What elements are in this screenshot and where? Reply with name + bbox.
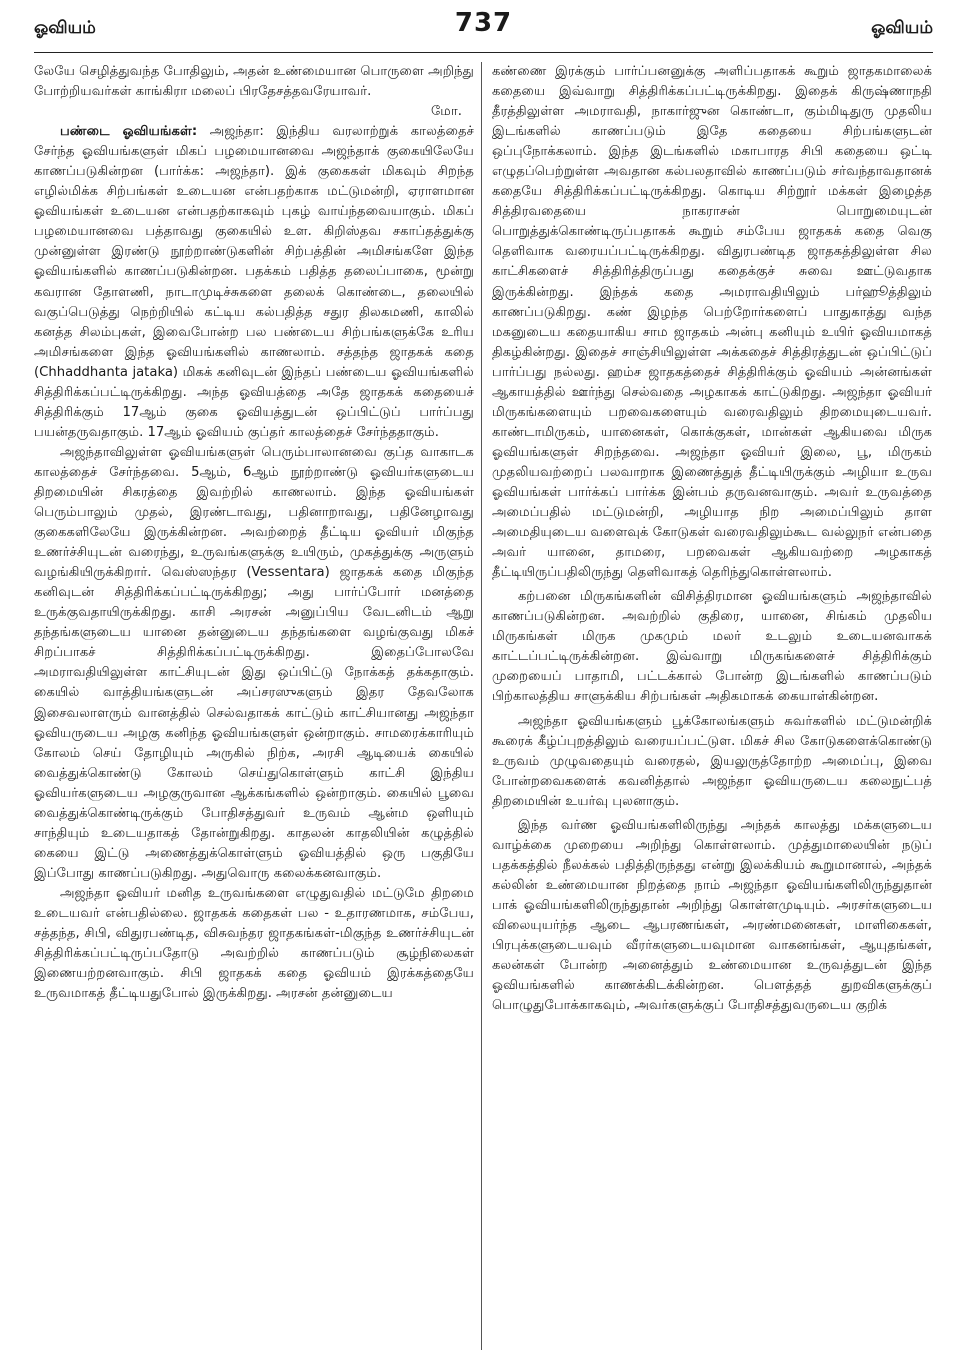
left-column [34, 62, 474, 1004]
paragraph: இந்த வர்ண ஓவியங்களிலிருந்து அந்தக் காலத்து மக்களுடைய வாழ்க்கை முறையை அறிந்து கொள்ளலாம். முத்துமாலையின் நடுப் பதக்கத்தில் நீலக்கல் பதித்திருந்தது என்று இலக்கியம் கூறுமானால், அந்தக் கல்லின் உண்மையான நிறத்தை நாம் அஜந்தா ஓவியங்களிலிருந்துதான் பாக் ஓவியங்களிலிருந்துதான் அறிந்து கொள்ளமுடியும். அரசர்களுடைய விலையுயர்ந்த ஆடை ஆபரணங்கள், அரண்மனைகள், மாளிகைகள், பிரபுக்களுடையவும் வீரர்களுடையவுமான வாகனங்கள், ஆயுதங்கள், கலன்கள் போன்ற அனைத்தும் உண்மையான உருவத்துடன் இந்த ஓவியங்களில் காணக்கிடக்கின்றன. பௌத்தத் துறவிகளுக்குப் பொழுதுபோக்காகவும், அவர்களுக்குப் போதிசத்துவருடைய குறிக் [492, 817, 932, 1014]
page-number: 737 [454, 8, 513, 38]
paragraph: கற்பனை மிருகங்களின் விசித்திரமான ஓவியங்களும் அஜந்தாவில் காணப்படுகின்றன. அவற்றில் குதிரை, யானை, சிங்கம் முதலிய மிருகங்கள் மிருக முகமும் மலர் உடலும் உடையனவாகக் காட்டப்பட்டிருக்கின்றன. இவ்வாறு மிருகங்களைச் சித்திரிக்கும் முறையைப் பாதாமி, பட்டக்கால் போன்ற இடங்களில் காணப்படும் பிற்காலத்திய சாளுக்கிய சிற்பங்கள் அதிகமாகக் கையாள்கின்றன. [492, 589, 932, 705]
section-paragraph [34, 122, 474, 443]
paragraph: கண்ணை இரக்கும் பார்ப்பனனுக்கு அளிப்பதாகக் கூறும் ஜாதகமாலைக் கதையை இவ்வாறு சித்திரிக்கப்பட்டிருக்கிறது. இதைக் கிருஷ்ணாநதி தீரத்திலுள்ள அமராவதி, நாகார்ஜுன கொண்டா, கும்மிடிதுரு முதலிய இடங்களில் காணப்படும் இதே கதையை சிற்பங்களுடன் ஒப்புநோக்கலாம். இந்த இடங்களில் மகாபாரத சிபி கதையை ஒட்டி எழுதப்பெற்றுள்ள அவதான கல்பலதாவில் காணப்படும் சர்வந்தாவதானக் கதையே சித்திரிக்கப்பட்டிருக்கிறது. கொடிய சிற்றூர் மக்கள் இழைத்த சித்திரவதையை நாகராசன் பொறுமையுடன் பொறுத்துக்கொண்டிருப்பதாகக் கூறும் சம்பேய ஜாதகக் கதை வெகு தெளிவாக வரையப்பட்டிருக்கிறது. விதுரபண்டித ஜாதகத்திலுள்ள சில காட்சிகளைச் சித்திரித்திருப்பது கதைக்குச் சுவை ஊட்டுவதாக இருக்கின்றது. இந்தக் கதை அமராவதியிலும் பர்ஹூத்திலும் காணப்படுகிறது. கண் இழந்த பெற்றோர்களைப் பாதுகாத்து வந்த மகனுடைய கதையாகிய சாம ஜாதகம் அன்பு கனியும் உயிர் ஓவியமாகத் திகழ்கின்றது. இதைச் சாஞ்சியிலுள்ள அக்கதைச் சித்திரத்துடன் ஒப்பிட்டுப் பார்ப்பது நல்லது. ஹம்ச ஜாதகத்தைச் சித்திரிக்கும் ஓவியம் அன்னங்கள் ஆகாயத்தில் ஊர்ந்து செல்வதை அழகாகக் காட்டுகிறது. அஜந்தா ஓவியர் மிருகங்களையும் பறவைகளையும் வரைவதிலும் திறமையுடையவர். காண்டாமிருகம், யானைகள், கொக்குகள், மான்கள் ஆகியவை மிருக ஓவியங்களுள் சிறந்தவை. அஜந்தா ஓவியர் இலை, பூ, மிருகம் முதலியவற்றைப் பலவாறாக இணைத்துத் தீட்டியிருக்கும் அழியா உருவ ஓவியங்கள் பார்க்கப் பார்க்க இன்பம் தருவனவாகும். அவர் உருவத்தை அமைப்பதில் மட்டுமன்றி, அழியாத நிற அமைப்பிலும் தாள அமைதியுடைய வளைவுக் கோடுகள் வரைவதிலும்கூட வல்லுநர் என்பதை அவர் யானை, தாமரை, பறவைகள் ஆகியவற்றை அழகாகத் தீட்டியிருப்பதிலிருந்து தெளிவாகத் தெரிந்துகொள்ளலாம். [492, 64, 932, 581]
column-divider [481, 62, 482, 1350]
author-initials: மோ. [430, 104, 462, 120]
paragraph: அஜந்தா ஓவியர் மனித உருவங்களை எழுதுவதில் மட்டுமே திறமை உடையவர் என்பதில்லை. ஜாதகக் கதைகள் பல - உதாரணமாக, சம்பேய, சத்தந்த, சிபி, விதுரபண்டித, விசுவந்தர ஜாதகங்கள்-மிகுந்த உணர்ச்சியுடன் சித்திரிக்கப்பட்டிருப்பதோடு அவற்றில் காணப்படும் சூழ்நிலைகள் இணையற்றனவாகும். சிபி ஜாதகக் கதை ஓவியம் இரக்கத்தையே உருவமாகத் தீட்டியதுபோல் இருக்கிறது. அரசன் தன்னுடைய [34, 885, 474, 1002]
paragraph: அஜந்தா ஓவியங்களும் பூக்கோலங்களும் சுவர்களில் மட்டுமன்றிக் கூரைக் கீழ்ப்புறத்திலும் வரையப்பட்டுள. மிகச் சில கோடுகளைக்கொண்டு உருவம் முழுவதையும் வரைதல், இயலுருத்தோற்ற அமைப்பு, இவை போன்றவைகளைக் கவனித்தால் அஜந்தா ஓவியருடைய கலைநுட்பத் திறமையின் உயர்வு புலனாகும். [492, 713, 932, 809]
paragraph: லேயே செழித்துவந்த போதிலும், அதன் உண்மையான பொருளை அறிந்து போற்றியவர்கள் காங்கிரா மலைப் பிரதேசத்தவரேயாவர். [34, 64, 474, 100]
running-head-left: ஓவியம் [34, 18, 96, 38]
paragraph: அஜந்தாவிலுள்ள ஓவியங்களுள் பெரும்பாலானவை குப்த வாகாடக காலத்தைச் சேர்ந்தவை. 5ஆம், 6ஆம் நூற்றாண்டு ஓவியர்களுடைய திறமையின் சிகரத்தை இவற்றில் காணலாம். இந்த ஓவியங்கள் பெரும்பாலும் முதல், இரண்டாவது, பதினாறாவது, பதினேழாவது குகைகளிலேயே இருக்கின்றன. அவற்றைத் தீட்டிய ஓவியர் மிகுந்த உணர்ச்சியுடன் வரைந்து, உருவங்களுக்கு உயிரும், முகத்துக்கு அருளும் வழங்கியிருக்கிறார். வெஸ்ஸந்தர (Vessentara) ஜாதகக் கதை மிகுந்த கனிவுடன் சித்திரிக்கப்பட்டிருக்கிறது; அது பார்ப்போர் மனத்தை உருக்குவதாயிருக்கிறது. காசி அரசன் அனுப்பிய வேடனிடம் ஆறு தந்தங்களுடைய யானை தன்னுடைய தந்தங்களை வழங்குவது மிகச் சிறப்பாகச் சித்திரிக்கப்பட்டிருக்கிறது. இதைப்போலவே அமராவதியிலுள்ள காட்சியுடன் இது ஒப்பிட்டு நோக்கத் தக்கதாகும். கையில் வாத்தியங்களுடன் அப்சரஸுகளும் இதர தேவலோக இசைவலாளரும் வானத்தில் செல்வதாகக் காட்டும் காட்சியானது அஜந்தா ஓவியருடைய அழகு கனிந்த ஓவியங்களுள் ஒன்றாகும். சாமரைக்காரியும் கோலம் செய் தோழியும் அருகில் நிற்க, அரசி ஆடியைக் கையில் வைத்துக்கொண்டு கோலம் செய்துகொள்ளும் காட்சி இந்திய ஓவியர்களுடைய அழகுருவான ஆக்கங்களில் ஒன்றாகும். கையில் பூவை வைத்துக்கொண்டிருக்கும் போதிசத்துவர் உருவம் ஆன்ம ஒளியும் சாந்தியும் உடையதாகத் தோன்றுகிறது. காதலன் காதலியின் கழுத்தில் கையை இட்டு அணைத்துக்கொள்ளும் ஓவியத்தில் ஒரு பகுதியே இப்போது காணப்படுகிறது. அதுவொரு கலைக்கனவாகும். [34, 444, 474, 881]
page-header [34, 8, 933, 53]
paragraph-body: அஜந்தா: இந்திய வரலாற்றுக் காலத்தைச் சேர்ந்த ஓவியங்களுள் மிகப் பழமையானவை அஜந்தாக் குகையிலேயே காணப்படுகின்றன (பார்க்க: அஜந்தா). இக் குகைகள் மிகவும் சிறந்த எழில்மிக்க சிற்பங்கள் உடையன என்பதற்காக மட்டுமன்றி, ஏராளமான ஓவியங்கள் உடையன என்பதற்காகவும் புகழ் வாய்ந்தவையாகும். மிகப் பழமையானவை பத்தாவது குகையில் உள. கிறிஸ்தவ சகாப்தத்துக்கு முன்னுள்ள இரண்டு நூற்றாண்டுகளின் சிற்பத்தின் அமிசங்களே இந்த ஓவியங்களில் காணப்படுகின்றன. பதக்கம் பதித்த தலைப்பாகை, மூன்று கவரான தோளணி, நாடாமுடிச்சுகளை தலைக் கொண்டை, தலையில் வகுப்பெடுத்து நெற்றியில் கட்டிய கல்பதித்த சதுர திலகமணி, காலில் கனத்த சிலம்புகள், இவைபோன்ற பல பண்டைய சிற்பங்களுக்கே உரிய அமிசங்களை இந்த ஓவியங்களில் காணலாம். சத்தந்த ஜாதகக் கதை (Chhaddhanta jataka) மிகக் கனிவுடன் இந்தப் பண்டைய ஓவியங்களில் சித்திரிக்கப்பட்டிருக்கிறது. அந்த ஓவியத்தை அதே ஜாதகக் கதையைச் சித்திரிக்கும் 17ஆம் குகை ஓவியத்துடன் ஒப்பிட்டுப் பார்ப்பது பயன்தருவதாகும். 17ஆம் ஓவியம் குப்தர் காலத்தைச் சேர்ந்ததாகும். [34, 124, 474, 440]
running-head-right: ஓவியம் [871, 18, 933, 38]
right-column [492, 62, 932, 1016]
section-heading: பண்டை ஓவியங்கள்: [60, 124, 198, 140]
